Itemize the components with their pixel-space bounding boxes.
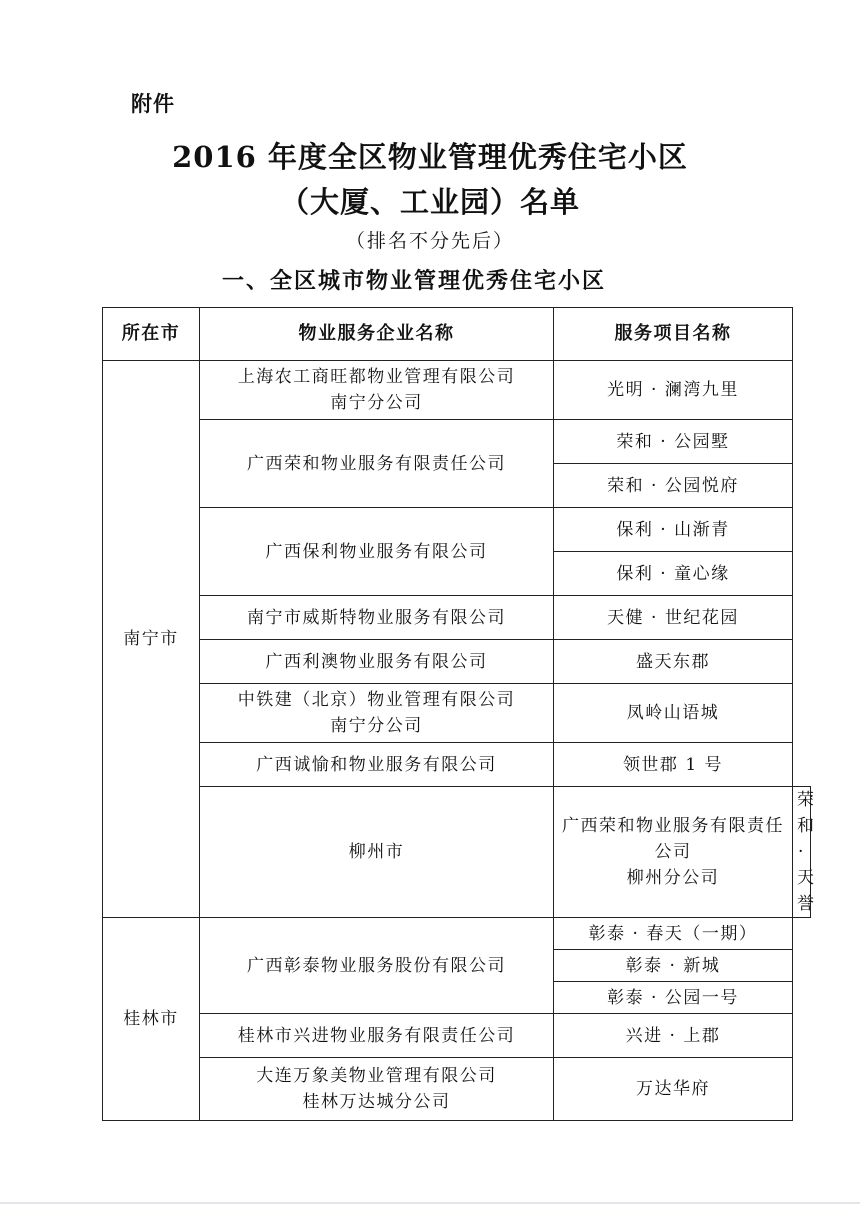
- project-cell: 万达华府: [554, 1058, 793, 1121]
- company-name: 中铁建（北京）物业管理有限公司: [237, 690, 516, 710]
- company-cell: [200, 361, 554, 420]
- company-branch: 南宁分公司: [330, 716, 423, 736]
- table-row: [103, 596, 811, 640]
- page-bottom-edge: [0, 1202, 860, 1204]
- company-branch: 桂林万达城分公司: [302, 1092, 451, 1112]
- attachment-label: 附件: [131, 92, 175, 116]
- section-heading: 一、全区城市物业管理优秀住宅小区: [222, 269, 607, 294]
- table-row: [103, 420, 811, 464]
- header-city: 所在市: [103, 308, 200, 361]
- document-title-line2: （大厦、工业园）名单: [279, 185, 580, 219]
- company-branch: 南宁分公司: [330, 393, 423, 413]
- project-cell: 盛天东郡: [554, 640, 793, 684]
- company-cell: 南宁市威斯特物业服务有限公司: [200, 596, 554, 640]
- document-title-line1: 2016 年度全区物业管理优秀住宅小区: [172, 140, 688, 174]
- company-cell: 广西保利物业服务有限公司: [200, 508, 554, 596]
- header-project: 服务项目名称: [554, 308, 793, 361]
- project-cell: 领世郡 1 号: [554, 743, 793, 787]
- city-cell-liuzhou: 柳州市: [200, 787, 554, 918]
- project-cell: 彰泰 · 公园一号: [554, 982, 793, 1014]
- table-row: [103, 508, 811, 552]
- project-cell: 兴进 · 上郡: [554, 1014, 793, 1058]
- company-name: 大连万象美物业管理有限公司: [256, 1066, 497, 1086]
- company-cell: 广西彰泰物业服务股份有限公司: [200, 918, 554, 1014]
- project-cell: 荣和 · 公园墅: [554, 420, 793, 464]
- company-cell: [554, 787, 793, 918]
- table-header-row: [103, 308, 811, 361]
- award-list-table: [102, 307, 816, 1121]
- city-cell-guilin: 桂林市: [103, 918, 200, 1121]
- company-cell: 桂林市兴进物业服务有限责任公司: [200, 1014, 554, 1058]
- project-cell: 荣和 · 公园悦府: [554, 464, 793, 508]
- company-cell: 广西利澳物业服务有限公司: [200, 640, 554, 684]
- city-cell-nanning: 南宁市: [103, 361, 200, 918]
- project-cell: 保利 · 山渐青: [554, 508, 793, 552]
- table-row: [103, 1058, 811, 1121]
- company-name: 上海农工商旺都物业管理有限公司: [237, 367, 516, 387]
- company-name: 广西荣和物业服务有限责任公司: [562, 816, 784, 862]
- company-cell: 广西诚愉和物业服务有限公司: [200, 743, 554, 787]
- header-company: 物业服务企业名称: [200, 308, 554, 361]
- table-row: [103, 743, 811, 787]
- document-subtitle: （排名不分先后）: [345, 230, 514, 252]
- company-cell: [200, 684, 554, 743]
- project-cell: 彰泰 · 新城: [554, 950, 793, 982]
- table-row: [103, 918, 811, 950]
- project-cell: 彰泰 · 春天（一期）: [554, 918, 793, 950]
- table-row: [103, 684, 811, 743]
- project-cell: 天健 · 世纪花园: [554, 596, 793, 640]
- company-cell: [200, 1058, 554, 1121]
- project-cell: 保利 · 童心缘: [554, 552, 793, 596]
- project-cell: 光明 · 澜湾九里: [554, 361, 793, 420]
- table-row: [103, 361, 811, 420]
- company-branch: 柳州分公司: [626, 868, 720, 888]
- project-cell: 荣和 · 天誉: [793, 787, 811, 918]
- table-row: [103, 787, 811, 918]
- table-row: [103, 1014, 811, 1058]
- table-row: [103, 640, 811, 684]
- project-cell: 凤岭山语城: [554, 684, 793, 743]
- company-cell: 广西荣和物业服务有限责任公司: [200, 420, 554, 508]
